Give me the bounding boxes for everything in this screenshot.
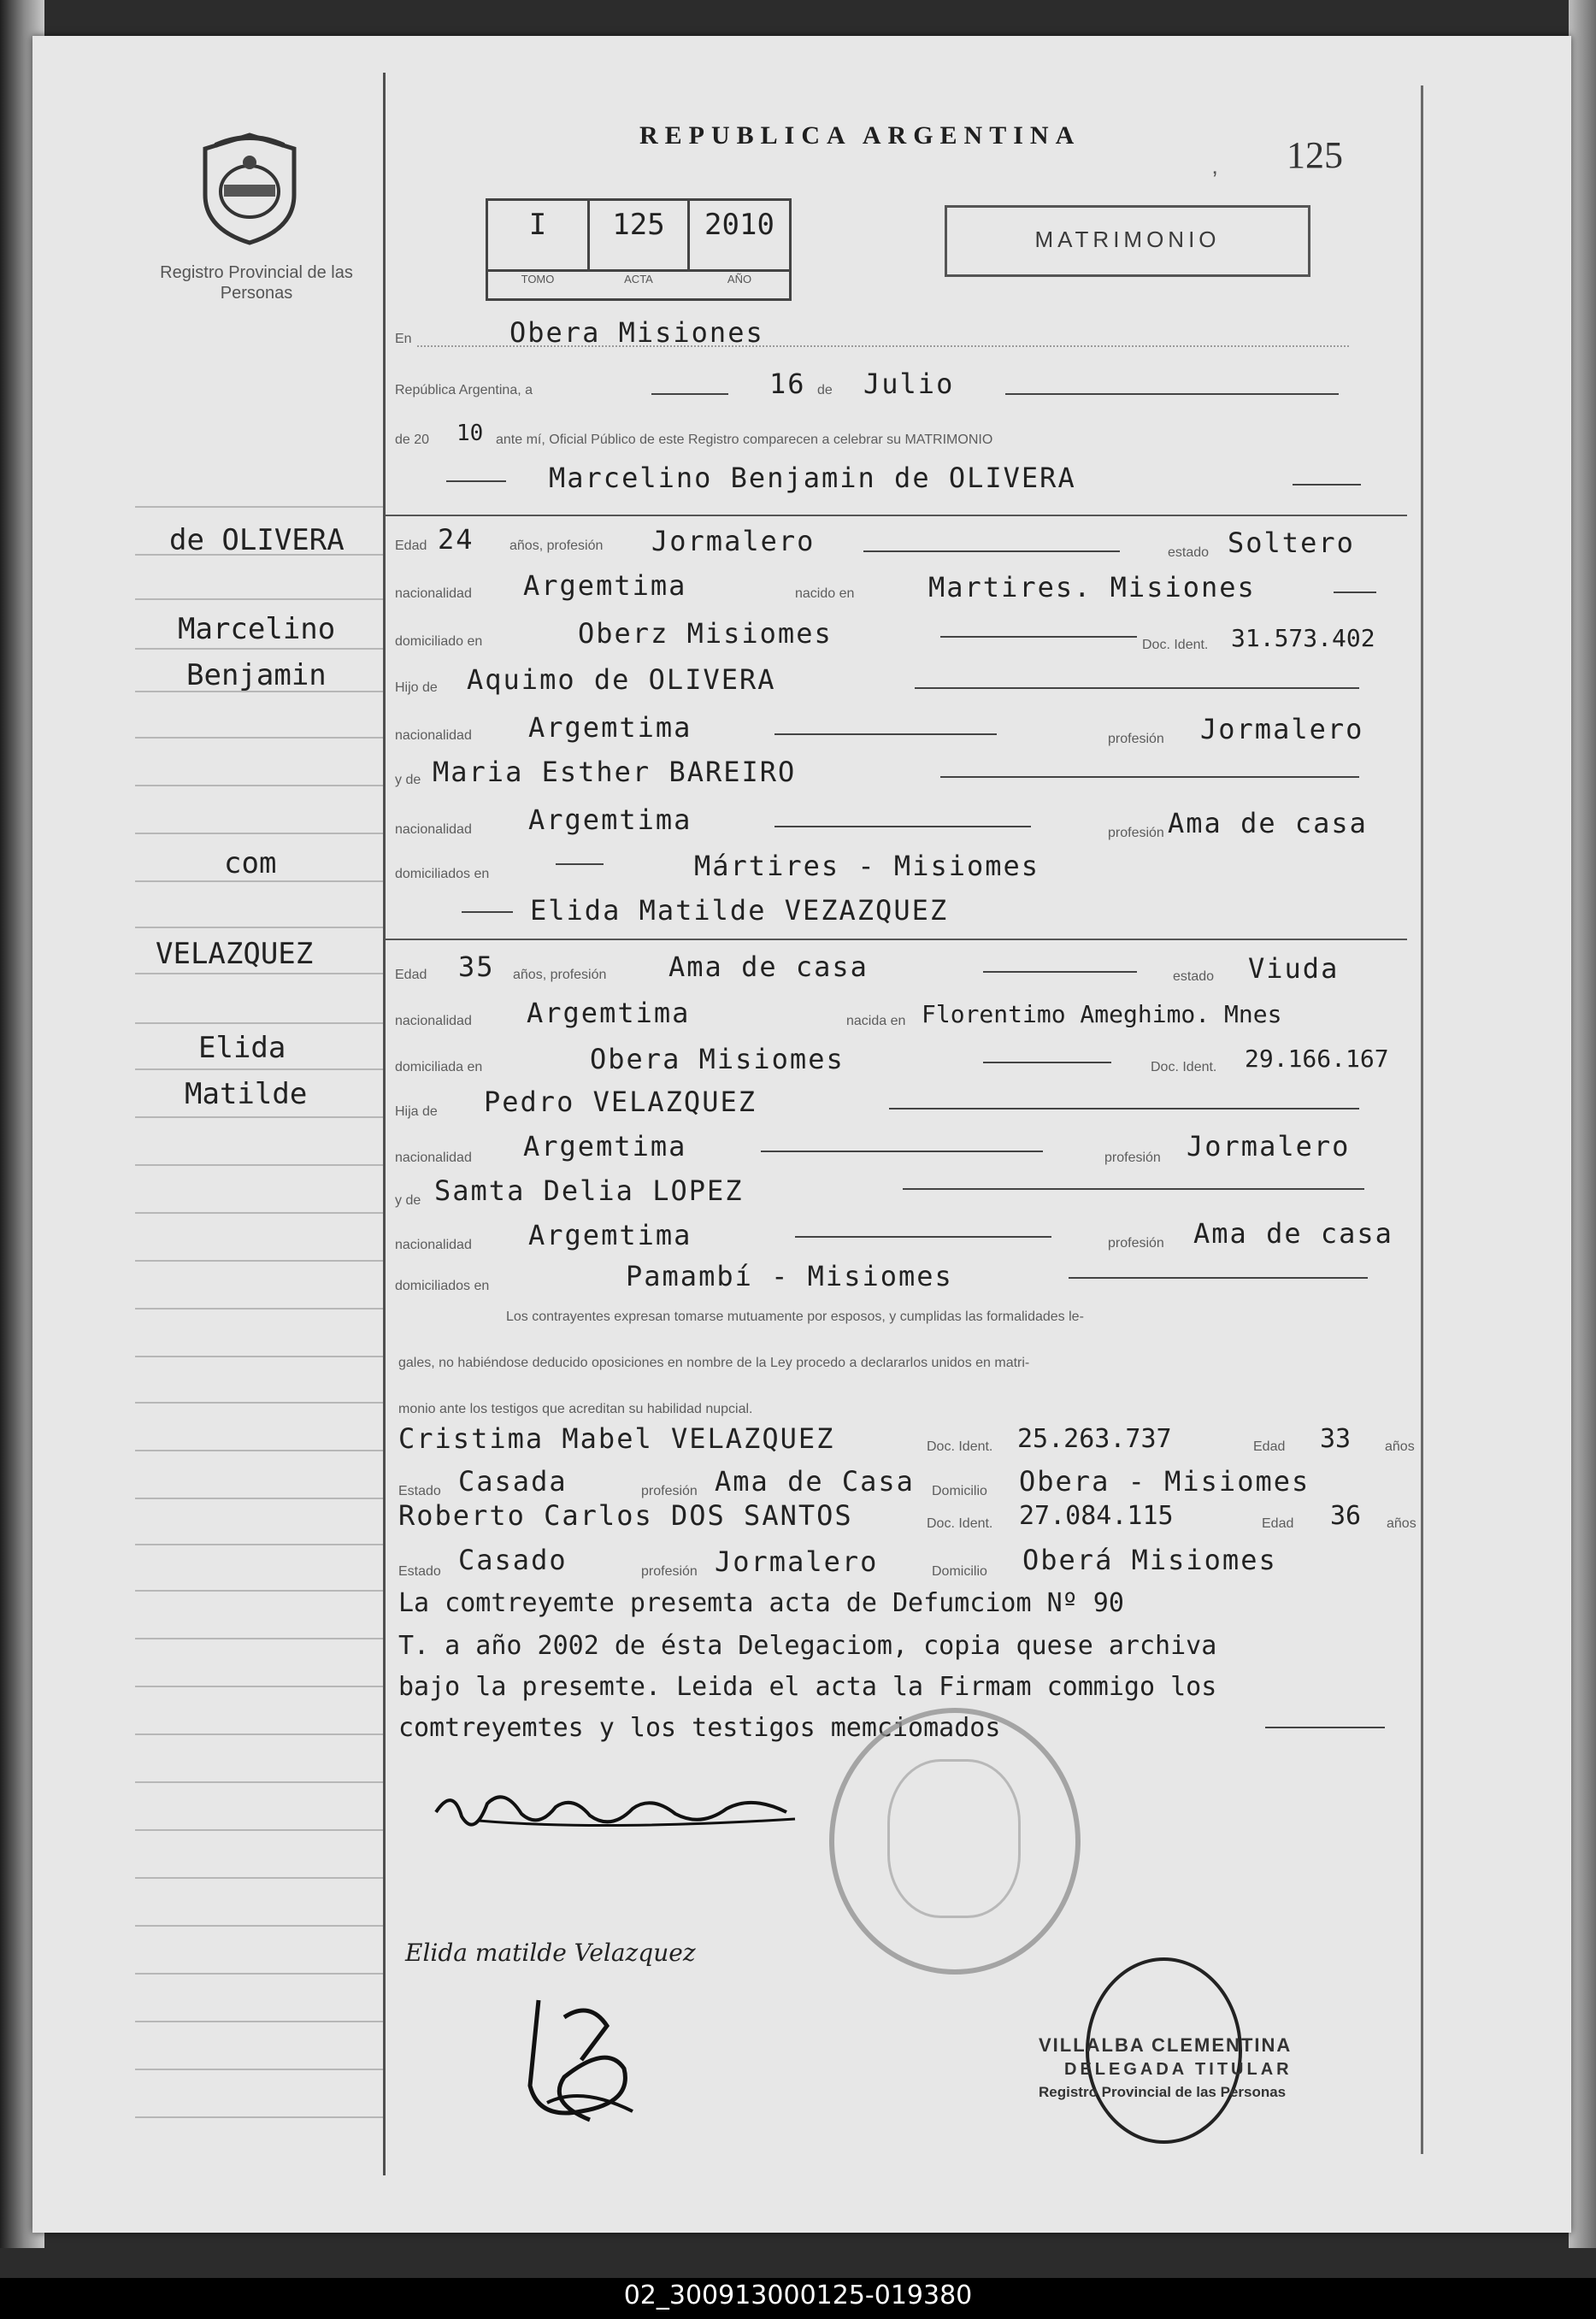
margin-line xyxy=(135,1498,383,1499)
margin-line xyxy=(135,1212,383,1214)
declaration-line-1: Los contrayentes expresan tomarse mutuamente por esposos, y cumplidas las formalidades le- xyxy=(506,1310,1084,1324)
year-prefix: de 20 xyxy=(395,433,430,447)
witness1-domicilio: Obera - Misiomes xyxy=(1019,1465,1310,1498)
witness1-doc-label: Doc. Ident. xyxy=(927,1439,993,1454)
dash xyxy=(774,826,1031,827)
margin-line xyxy=(135,737,383,739)
intro-clause: ante mí, Oficial Público de este Registro comparecen a celebrar su MATRIMONIO xyxy=(496,433,993,447)
dash xyxy=(983,1062,1111,1063)
en-value: Obera Misiones xyxy=(509,316,764,349)
bride-doc: 29.166.167 xyxy=(1245,1045,1389,1073)
bride-mother-prof: Ama de casa xyxy=(1193,1217,1393,1250)
groom-father-prof-label: profesión xyxy=(1108,732,1164,746)
witness2-edad: 36 xyxy=(1330,1501,1362,1531)
tomo-label: TOMO xyxy=(521,273,555,285)
right-rule xyxy=(1421,85,1423,2154)
section-divider xyxy=(385,939,1407,940)
intro-month: Julio xyxy=(863,368,955,400)
witness1-prof-label: profesión xyxy=(641,1484,698,1498)
witness2-prof-label: profesión xyxy=(641,1564,698,1579)
bride-mother-nac: Argemtima xyxy=(528,1219,692,1251)
dash xyxy=(983,971,1137,973)
groom-estado-label: estado xyxy=(1168,545,1210,560)
declaration-line-2: gales, no habiéndose deducido oposiciones en nombre de la Ley procedo a declararlos unidos en matri- xyxy=(398,1356,1030,1370)
dash xyxy=(1334,592,1376,593)
margin-line xyxy=(135,1829,383,1831)
groom-dom-label: domiciliado en xyxy=(395,634,483,649)
note-line-3: bajo la presemte. Leida el acta la Firmam commigo los xyxy=(398,1672,1217,1702)
groom-fullname: Marcelino Benjamin de OLIVERA xyxy=(549,462,1076,494)
margin-line xyxy=(135,1116,383,1118)
registry-name: Registro Provincial de las Personas xyxy=(160,263,353,303)
margin-line xyxy=(135,1686,383,1687)
witness2-estado-label: Estado xyxy=(398,1564,441,1579)
dash xyxy=(774,733,997,735)
witness1-anos-label: años xyxy=(1385,1439,1415,1454)
groom-domicilio: Oberz Misiomes xyxy=(578,617,833,650)
witness2-domicilio: Oberá Misiomes xyxy=(1022,1544,1277,1576)
witness1-estado: Casada xyxy=(458,1465,568,1498)
document-type-box xyxy=(945,205,1310,277)
hijo-de-label: Hijo de xyxy=(395,680,438,695)
intro-day: 16 xyxy=(769,368,806,400)
witness-scribble-signature xyxy=(513,1983,650,2137)
bride-signature: Elida matilde Velazquez xyxy=(405,1939,696,1967)
margin-line xyxy=(135,1544,383,1545)
groom-mother-nac: Argemtima xyxy=(528,803,692,836)
groom-nac-label: nacionalidad xyxy=(395,586,472,601)
bride-dom-label: domiciliada en xyxy=(395,1060,483,1074)
groom-mother-nac-label: nacionalidad xyxy=(395,822,472,837)
official-stamp-line-1: VILLALBA CLEMENTINA xyxy=(1039,2034,1293,2056)
dash xyxy=(1265,1727,1385,1728)
bride-doc-label: Doc. Ident. xyxy=(1151,1060,1217,1074)
bride-nacida-label: nacida en xyxy=(846,1014,906,1028)
groom-signature xyxy=(427,1778,804,1846)
tomo-acta-anio-box xyxy=(486,198,792,301)
dash xyxy=(889,1108,1359,1109)
groom-estado: Soltero xyxy=(1228,527,1355,559)
witness1-doc: 25.263.737 xyxy=(1017,1424,1172,1454)
witness1-estado-label: Estado xyxy=(398,1484,441,1498)
margin-line xyxy=(135,1022,383,1024)
bride-father-nac: Argemtima xyxy=(523,1130,687,1162)
bride-nacionalidad: Argemtima xyxy=(527,997,691,1029)
witness2-anos-label: años xyxy=(1387,1516,1416,1531)
note-line-2: T. a año 2002 de ésta Delegaciom, copia quese archiva xyxy=(398,1631,1217,1661)
margin-bride-second: Matilde xyxy=(185,1077,308,1111)
footer-code: 02_300913000125-019380 xyxy=(623,2281,973,2310)
margin-line xyxy=(135,1164,383,1166)
margin-line xyxy=(135,1450,383,1451)
margin-line xyxy=(135,1068,383,1070)
bride-mother-prof-label: profesión xyxy=(1108,1236,1164,1251)
margin-line xyxy=(135,880,383,882)
bride-fullname: Elida Matilde VEZAZQUEZ xyxy=(530,894,949,927)
margin-groom-surname: de OLIVERA xyxy=(169,523,345,557)
tick-mark: ‚ xyxy=(1212,152,1218,179)
margin-line xyxy=(135,973,383,974)
official-stamp-line-2: DELEGADA TITULAR xyxy=(1064,2060,1293,2079)
dash xyxy=(795,1236,1051,1238)
witness1-edad-label: Edad xyxy=(1253,1439,1286,1454)
acta-value: 125 xyxy=(612,208,665,242)
declaration-line-3: monio ante los testigos que acreditan su habilidad nupcial. xyxy=(398,1402,753,1416)
margin-line xyxy=(135,2069,383,2070)
witness1-edad: 33 xyxy=(1320,1424,1352,1454)
margin-line xyxy=(135,1925,383,1927)
y-de-label: y de xyxy=(395,773,421,787)
year-suffix: 10 xyxy=(456,421,484,446)
witness2-profesion: Jormalero xyxy=(715,1545,879,1578)
groom-father-prof: Jormalero xyxy=(1200,713,1364,745)
margin-line xyxy=(135,1973,383,1975)
margin-line xyxy=(135,648,383,650)
groom-father-nac-label: nacionalidad xyxy=(395,728,472,743)
margin-line xyxy=(135,833,383,834)
groom-father: Aquimo de OLIVERA xyxy=(467,663,776,696)
seal-inner-emblem xyxy=(887,1759,1021,1918)
acta-label: ACTA xyxy=(624,273,653,285)
bride-parents-dom: Pamambí - Misiomes xyxy=(626,1260,953,1292)
section-divider xyxy=(385,515,1407,516)
witness1-name: Cristima Mabel VELAZQUEZ xyxy=(398,1422,835,1455)
dash xyxy=(1069,1277,1368,1279)
tomo-cell xyxy=(488,201,590,269)
groom-mother-prof-label: profesión xyxy=(1108,826,1164,840)
margin-line xyxy=(135,1402,383,1404)
anio-value: 2010 xyxy=(704,208,774,242)
dash xyxy=(940,636,1137,638)
bride-father-prof-label: profesión xyxy=(1104,1151,1161,1165)
de-label: de xyxy=(817,383,833,397)
dash xyxy=(462,911,513,913)
bride-father-nac-label: nacionalidad xyxy=(395,1151,472,1165)
bride-estado-label: estado xyxy=(1173,969,1215,984)
margin-line xyxy=(135,1781,383,1783)
groom-profesion: Jormalero xyxy=(651,525,816,557)
margin-line xyxy=(135,1590,383,1592)
margin-line xyxy=(135,1877,383,1879)
groom-mother: Maria Esther BAREIRO xyxy=(433,756,797,788)
margin-groom-first: Marcelino xyxy=(178,612,336,646)
witness1-profesion: Ama de Casa xyxy=(715,1465,915,1498)
dash xyxy=(940,776,1359,778)
dash xyxy=(1005,393,1339,395)
groom-profesion-label: años, profesión xyxy=(509,539,604,553)
groom-nacido-en: Martires. Misiones xyxy=(928,571,1256,603)
dash xyxy=(446,480,506,482)
groom-edad-label: Edad xyxy=(395,539,427,553)
dash xyxy=(915,687,1359,689)
note-line-1: La comtreyemte presemta acta de Defumciom Nº 90 xyxy=(398,1588,1124,1618)
en-label: En xyxy=(395,332,412,346)
groom-nacido-label: nacido en xyxy=(795,586,855,601)
margin-line xyxy=(135,1308,383,1310)
dash xyxy=(651,393,728,395)
dash xyxy=(556,863,604,865)
bride-father: Pedro VELAZQUEZ xyxy=(484,1086,757,1118)
groom-father-nac: Argemtima xyxy=(528,711,692,744)
tomo-value: I xyxy=(528,208,547,242)
tab-divider xyxy=(488,269,789,272)
bride-mother-nac-label: nacionalidad xyxy=(395,1238,472,1252)
dash xyxy=(903,1188,1364,1190)
margin-line xyxy=(135,1260,383,1262)
anio-label: AÑO xyxy=(727,273,752,285)
anio-cell xyxy=(690,201,789,269)
groom-parents-dom-label: domiciliados en xyxy=(395,867,490,881)
witness1-dom-label: Domicilio xyxy=(932,1484,987,1498)
groom-parents-dom: Mártires - Misiomes xyxy=(694,850,1040,882)
document-type: MATRIMONIO xyxy=(1034,227,1221,252)
margin-line xyxy=(135,2116,383,2118)
bride-parents-dom-label: domiciliados en xyxy=(395,1279,490,1293)
margin-bride-first: Elida xyxy=(198,1031,286,1065)
margin-line xyxy=(135,2021,383,2022)
official-stamp-line-3: Registro Provincial de las Personas xyxy=(1039,2084,1287,2100)
bride-nac-label: nacionalidad xyxy=(395,1014,472,1028)
margin-line xyxy=(135,1733,383,1735)
margin-rule xyxy=(383,73,386,2175)
acta-cell xyxy=(590,201,690,269)
dash xyxy=(863,550,1120,552)
margin-connector: com xyxy=(224,846,277,880)
witness2-edad-label: Edad xyxy=(1262,1516,1294,1531)
page-title: REPUBLICA ARGENTINA xyxy=(639,121,1081,150)
witness2-dom-label: Domicilio xyxy=(932,1564,987,1579)
margin-line xyxy=(135,785,383,786)
groom-nacionalidad: Argemtima xyxy=(523,569,687,602)
bride-father-prof: Jormalero xyxy=(1187,1130,1351,1162)
margin-line xyxy=(135,1356,383,1357)
witness2-doc: 27.084.115 xyxy=(1019,1501,1174,1531)
act-number: 125 xyxy=(1287,134,1343,176)
margin-line xyxy=(135,506,383,508)
bride-edad-label: Edad xyxy=(395,968,427,982)
bride-y-de-label: y de xyxy=(395,1193,421,1208)
groom-edad: 24 xyxy=(438,523,474,556)
republica-label: República Argentina, a xyxy=(395,383,533,397)
bride-profesion: Ama de casa xyxy=(668,951,869,983)
groom-mother-prof: Ama de casa xyxy=(1168,807,1368,839)
dash xyxy=(761,1151,1043,1152)
hija-de-label: Hija de xyxy=(395,1104,438,1119)
witness2-name: Roberto Carlos DOS SANTOS xyxy=(398,1499,853,1532)
margin-line xyxy=(135,598,383,600)
margin-line xyxy=(135,1638,383,1639)
groom-doc-label: Doc. Ident. xyxy=(1142,638,1209,652)
margin-line xyxy=(135,927,383,928)
margin-groom-second: Benjamin xyxy=(186,658,327,692)
bride-mother: Samta Delia LOPEZ xyxy=(434,1174,744,1207)
margin-bride-surname: VELAZQUEZ xyxy=(156,937,314,971)
groom-doc: 31.573.402 xyxy=(1231,624,1375,652)
coat-of-arms-icon xyxy=(190,128,309,248)
book-binding-right xyxy=(1569,0,1596,2248)
bride-domicilio: Obera Misiomes xyxy=(590,1043,845,1075)
witness2-estado: Casado xyxy=(458,1544,568,1576)
note-line-4: comtreyemtes y los testigos memciomados xyxy=(398,1713,1001,1743)
witness2-doc-label: Doc. Ident. xyxy=(927,1516,993,1531)
bride-edad: 35 xyxy=(458,951,495,983)
bride-estado: Viuda xyxy=(1248,952,1340,985)
bride-nacida-en: Florentimo Ameghimo. Mnes xyxy=(922,1000,1282,1028)
bride-profesion-label: años, profesión xyxy=(513,968,607,982)
dash xyxy=(1293,484,1361,486)
